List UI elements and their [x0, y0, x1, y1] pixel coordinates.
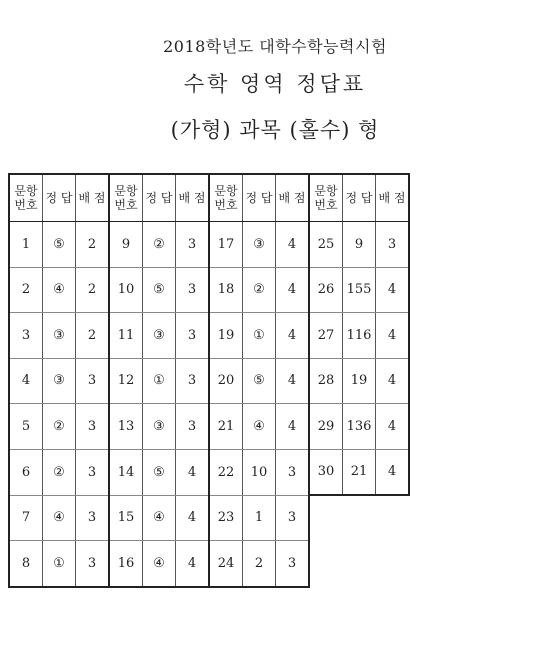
- points-cell: 2: [76, 222, 110, 268]
- header-points: 배 점: [76, 174, 110, 222]
- points-cell: 3: [76, 358, 110, 404]
- points-cell: 4: [176, 495, 210, 541]
- answer-cell: ①: [43, 541, 76, 587]
- points-cell: 4: [276, 404, 310, 450]
- empty-cell: [376, 495, 410, 541]
- question-number-cell: 10: [109, 267, 143, 313]
- answer-cell: ③: [243, 222, 276, 268]
- answer-cell: ③: [143, 404, 176, 450]
- table-row: [9, 449, 409, 495]
- exam-title: 2018학년도 대학수학능력시험: [163, 37, 387, 56]
- header-answer: 정 답: [243, 174, 276, 222]
- question-number-cell: 1: [9, 222, 43, 268]
- points-cell: 3: [276, 449, 310, 495]
- points-cell: 3: [76, 541, 110, 587]
- answer-cell: ②: [43, 449, 76, 495]
- answer-cell: ①: [143, 358, 176, 404]
- points-cell: 3: [176, 313, 210, 359]
- question-number-cell: 4: [9, 358, 43, 404]
- question-number-cell: 23: [209, 495, 243, 541]
- question-number-cell: 9: [109, 222, 143, 268]
- question-number-cell: 28: [309, 358, 343, 404]
- points-cell: 4: [376, 313, 410, 359]
- empty-cell: [343, 495, 376, 541]
- question-number-cell: 8: [9, 541, 43, 587]
- question-number-cell: 5: [9, 404, 43, 450]
- points-cell: 3: [76, 404, 110, 450]
- answer-cell: ④: [43, 267, 76, 313]
- header-answer: 정 답: [343, 174, 376, 222]
- question-number-cell: 17: [209, 222, 243, 268]
- answer-cell: ②: [43, 404, 76, 450]
- points-cell: 4: [176, 449, 210, 495]
- question-number-cell: 16: [109, 541, 143, 587]
- header-question-number: 문항 번호: [209, 174, 243, 222]
- answer-cell: ①: [243, 313, 276, 359]
- empty-cell: [309, 541, 343, 587]
- points-cell: 3: [276, 495, 310, 541]
- question-number-cell: 19: [209, 313, 243, 359]
- points-cell: 2: [76, 267, 110, 313]
- table-row: [9, 267, 409, 313]
- answer-cell: 136: [343, 404, 376, 450]
- question-number-cell: 6: [9, 449, 43, 495]
- empty-cell: [376, 541, 410, 587]
- answer-cell: ⑤: [43, 222, 76, 268]
- question-number-cell: 7: [9, 495, 43, 541]
- answer-cell: 155: [343, 267, 376, 313]
- header-row: [9, 174, 409, 222]
- table-row: [9, 541, 409, 587]
- answer-cell: ④: [243, 404, 276, 450]
- question-number-cell: 18: [209, 267, 243, 313]
- question-number-cell: 30: [309, 449, 343, 495]
- header-question-number: 문항 번호: [309, 174, 343, 222]
- points-cell: 4: [176, 541, 210, 587]
- header-points: 배 점: [276, 174, 310, 222]
- answer-cell: ⑤: [143, 449, 176, 495]
- points-cell: 4: [376, 358, 410, 404]
- answer-cell: ④: [143, 541, 176, 587]
- answer-cell: ⑤: [243, 358, 276, 404]
- answer-cell: 116: [343, 313, 376, 359]
- answer-cell: ④: [143, 495, 176, 541]
- table-row: [9, 313, 409, 359]
- question-number-cell: 3: [9, 313, 43, 359]
- points-cell: 4: [276, 313, 310, 359]
- question-number-cell: 13: [109, 404, 143, 450]
- answer-cell: 21: [343, 449, 376, 495]
- points-cell: 3: [76, 495, 110, 541]
- section-title: 수학 영역 정답표: [183, 72, 367, 96]
- header-question-number: 문항 번호: [109, 174, 143, 222]
- answer-cell: 2: [243, 541, 276, 587]
- table-row: [9, 404, 409, 450]
- points-cell: 4: [376, 267, 410, 313]
- answer-cell: ④: [43, 495, 76, 541]
- points-cell: 3: [176, 358, 210, 404]
- question-number-cell: 25: [309, 222, 343, 268]
- question-number-cell: 27: [309, 313, 343, 359]
- question-number-cell: 26: [309, 267, 343, 313]
- empty-cell: [343, 541, 376, 587]
- answer-cell: ⑤: [143, 267, 176, 313]
- question-number-cell: 14: [109, 449, 143, 495]
- question-number-cell: 20: [209, 358, 243, 404]
- empty-cell: [309, 495, 343, 541]
- question-number-cell: 12: [109, 358, 143, 404]
- header-question-number: 문항 번호: [9, 174, 43, 222]
- header-points: 배 점: [176, 174, 210, 222]
- points-cell: 3: [176, 404, 210, 450]
- question-number-cell: 2: [9, 267, 43, 313]
- table-row: [9, 222, 409, 268]
- points-cell: 3: [176, 267, 210, 313]
- points-cell: 2: [76, 313, 110, 359]
- answer-cell: 9: [343, 222, 376, 268]
- points-cell: 4: [376, 449, 410, 495]
- answer-cell: ③: [43, 358, 76, 404]
- header-answer: 정 답: [43, 174, 76, 222]
- points-cell: 4: [376, 404, 410, 450]
- subject-type-title: (가형) 과목 (홀수) 형: [170, 118, 380, 142]
- points-cell: 4: [276, 267, 310, 313]
- points-cell: 3: [176, 222, 210, 268]
- answer-cell: ③: [143, 313, 176, 359]
- table-row: [9, 495, 409, 541]
- points-cell: 4: [276, 222, 310, 268]
- question-number-cell: 29: [309, 404, 343, 450]
- points-cell: 3: [76, 449, 110, 495]
- answer-cell: 19: [343, 358, 376, 404]
- question-number-cell: 22: [209, 449, 243, 495]
- answer-cell: ③: [43, 313, 76, 359]
- answer-cell: ②: [243, 267, 276, 313]
- answer-cell: 10: [243, 449, 276, 495]
- table-row: [9, 358, 409, 404]
- question-number-cell: 24: [209, 541, 243, 587]
- points-cell: 3: [276, 541, 310, 587]
- answer-key-table: [8, 173, 410, 588]
- question-number-cell: 15: [109, 495, 143, 541]
- question-number-cell: 11: [109, 313, 143, 359]
- header-points: 배 점: [376, 174, 410, 222]
- answer-cell: 1: [243, 495, 276, 541]
- header-answer: 정 답: [143, 174, 176, 222]
- answer-cell: ②: [143, 222, 176, 268]
- points-cell: 4: [276, 358, 310, 404]
- question-number-cell: 21: [209, 404, 243, 450]
- points-cell: 3: [376, 222, 410, 268]
